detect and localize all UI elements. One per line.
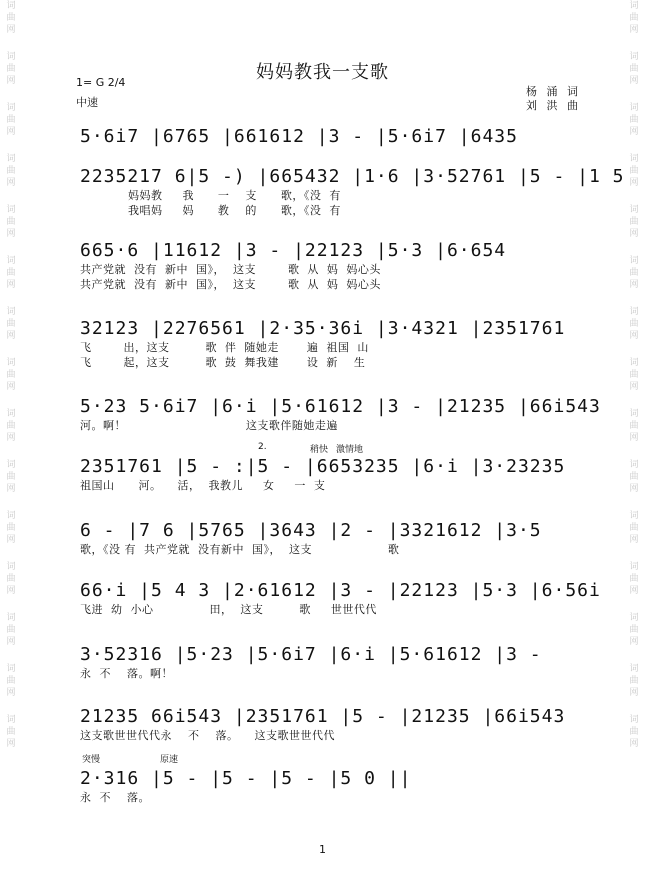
score-row bbox=[80, 520, 570, 557]
notation-line: 2351761 |5 - :|5 - |6653235 |6·i |3·23235 bbox=[80, 456, 566, 477]
score-row bbox=[80, 706, 570, 743]
expression-passionate: 激情地 bbox=[336, 445, 364, 455]
notation-line: 2·316 |5 - |5 - |5 - |5 0 || bbox=[80, 768, 412, 789]
watermark-text: 词 曲 网 bbox=[629, 664, 639, 698]
second-ending-marker: 2. bbox=[258, 442, 267, 452]
watermark-text: 词 曲 网 bbox=[6, 511, 16, 545]
watermark-left bbox=[0, 0, 22, 891]
lyric-line: 我唱妈 妈 教 的 歌，《没 有 bbox=[80, 204, 341, 217]
watermark-text: 词 曲 网 bbox=[629, 205, 639, 239]
watermark-text: 词 曲 网 bbox=[629, 460, 639, 494]
tempo-speed-up: 稍快 bbox=[310, 445, 329, 455]
lyric-line: 永 不 落。啊！ bbox=[80, 667, 173, 680]
watermark-text: 词 曲 网 bbox=[6, 256, 16, 290]
lyric-line: 共产党就 没有 新中 国》， 这支 歌 从 妈 妈心头 bbox=[80, 263, 381, 276]
score-row bbox=[80, 644, 570, 681]
watermark-text: 词 曲 网 bbox=[629, 562, 639, 596]
lyric-line: 祖国山 河。 活， 我教儿 女 一 支 bbox=[80, 479, 326, 492]
watermark-text: 词 曲 网 bbox=[629, 52, 639, 86]
watermark-text: 词 曲 网 bbox=[6, 613, 16, 647]
score-row bbox=[80, 318, 570, 370]
score-row bbox=[80, 126, 570, 148]
score-row bbox=[80, 166, 625, 218]
score-row bbox=[80, 456, 570, 493]
watermark-text: 词 曲 网 bbox=[6, 409, 16, 443]
watermark-text: 词 曲 网 bbox=[6, 358, 16, 392]
watermark-right bbox=[623, 0, 645, 891]
composer-credit: 刘 洪 曲 bbox=[526, 99, 581, 112]
watermark-text: 词 曲 网 bbox=[629, 103, 639, 137]
page-number: 1 bbox=[319, 843, 326, 856]
watermark-text: 词 曲 网 bbox=[6, 664, 16, 698]
notation-line: 21235 66i543 |2351761 |5 - |21235 |66i543 bbox=[80, 706, 566, 727]
notation-line: 32123 |2276561 |2·35·36i |3·4321 |2351761 bbox=[80, 318, 566, 339]
tempo-marking: 中速 bbox=[76, 96, 98, 109]
watermark-text: 词 曲 网 bbox=[6, 205, 16, 239]
watermark-text: 词 曲 网 bbox=[629, 511, 639, 545]
watermark-text: 词 曲 网 bbox=[6, 103, 16, 137]
score-row bbox=[80, 396, 601, 433]
lyric-line: 河。啊！ 这支歌伴随她走遍 bbox=[80, 419, 338, 432]
song-title: 妈妈教我一支歌 bbox=[256, 62, 389, 83]
score-row bbox=[80, 768, 570, 805]
lyricist-credit: 杨 涌 词 bbox=[526, 85, 581, 98]
lyric-line: 飞进 幼 小心 田， 这支 歌 世世代代 bbox=[80, 603, 377, 616]
lyric-line: 共产党就 没有 新中 国》， 这支 歌 从 妈 妈心头 bbox=[80, 278, 381, 291]
watermark-text: 词 曲 网 bbox=[6, 715, 16, 749]
watermark-text: 词 曲 网 bbox=[6, 307, 16, 341]
watermark-text: 词 曲 网 bbox=[6, 52, 16, 86]
lyric-line: 歌，《没 有 共产党就 没有新中 国》， 这支 歌 bbox=[80, 543, 400, 556]
watermark-text: 词 曲 网 bbox=[629, 358, 639, 392]
lyric-line: 永 不 落。 bbox=[80, 791, 150, 804]
watermark-text: 词 曲 网 bbox=[629, 613, 639, 647]
notation-line: 2235217 6|5 -) |665432 |1·6 |3·52761 |5 - |1 5 bbox=[80, 166, 625, 187]
watermark-text: 词 曲 网 bbox=[629, 256, 639, 290]
notation-line: 6 - |7 6 |5765 |3643 |2 - |3321612 |3·5 bbox=[80, 520, 542, 541]
watermark-text: 词 曲 网 bbox=[6, 154, 16, 188]
notation-line: 5·6i7 |6765 |661612 |3 - |5·6i7 |6435 bbox=[80, 126, 518, 147]
watermark-text: 词 曲 网 bbox=[629, 409, 639, 443]
notation-line: 5·23 5·6i7 |6·i |5·61612 |3 - |21235 |66i543 bbox=[80, 396, 601, 417]
lyric-line: 飞 起，这支 歌 鼓 舞我建 设 新 生 bbox=[80, 356, 366, 369]
watermark-text: 词 曲 网 bbox=[6, 460, 16, 494]
watermark-text: 词 曲 网 bbox=[629, 1, 639, 35]
watermark-text: 词 曲 网 bbox=[6, 1, 16, 35]
notation-line: 66·i |5 4 3 |2·61612 |3 - |22123 |5·3 |6·56i bbox=[80, 580, 601, 601]
notation-line: 665·6 |11612 |3 - |22123 |5·3 |6·654 bbox=[80, 240, 507, 261]
lyric-line: 妈妈教 我 一 支 歌，《没 有 bbox=[80, 189, 341, 202]
watermark-text: 词 曲 网 bbox=[629, 154, 639, 188]
tempo-rit: 突慢 bbox=[82, 755, 101, 765]
tempo-a-tempo: 原速 bbox=[160, 755, 179, 765]
score-row bbox=[80, 580, 601, 617]
watermark-text: 词 曲 网 bbox=[6, 562, 16, 596]
notation-line: 3·52316 |5·23 |5·6i7 |6·i |5·61612 |3 - bbox=[80, 644, 542, 665]
lyric-line: 这支歌世世代代永 不 落。 这支歌世世代代 bbox=[80, 729, 335, 742]
score-row bbox=[80, 240, 570, 292]
key-signature: 1= G 2/4 bbox=[76, 76, 126, 89]
lyric-line: 飞 出，这支 歌 伴 随她走 遍 祖国 山 bbox=[80, 341, 369, 354]
watermark-text: 词 曲 网 bbox=[629, 715, 639, 749]
watermark-text: 词 曲 网 bbox=[629, 307, 639, 341]
